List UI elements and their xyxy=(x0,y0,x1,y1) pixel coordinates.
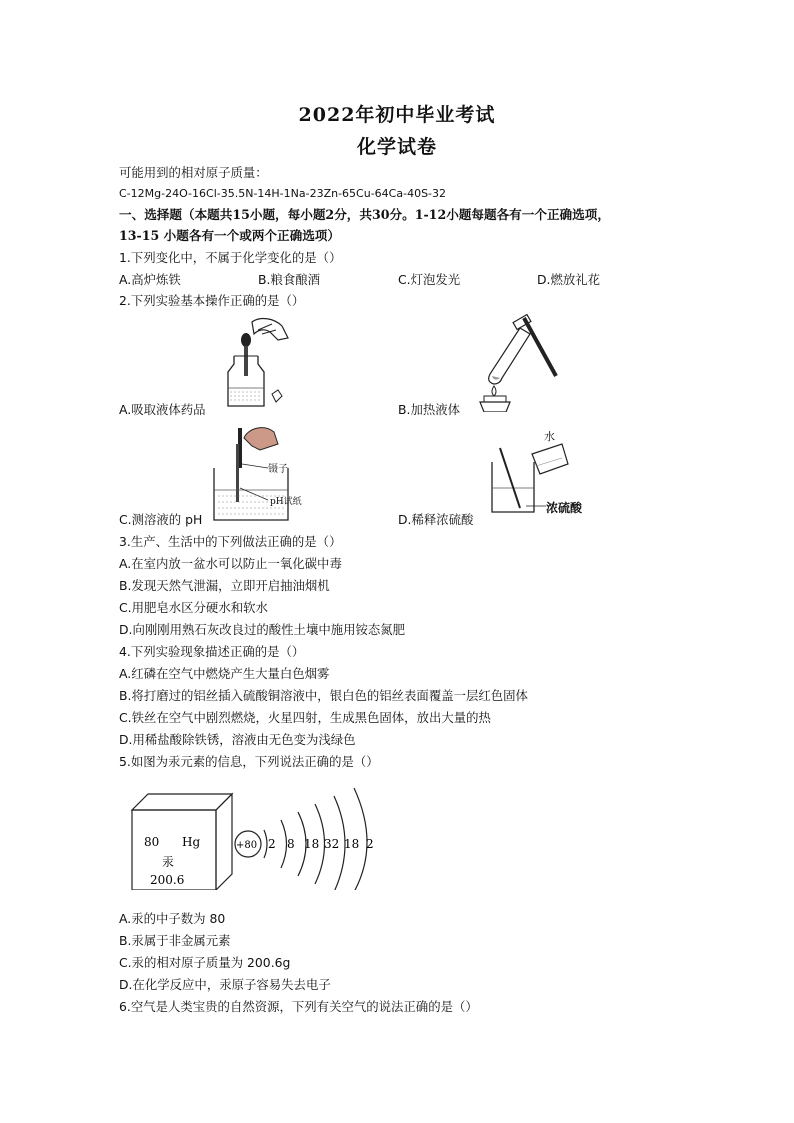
q1-option-c: C.灯泡发光 xyxy=(398,272,461,287)
ph-test-illustration xyxy=(208,424,318,522)
q1-stem: 1.下列变化中，不属于化学变化的是（） xyxy=(119,250,342,265)
ph-paper-label: pH试纸 xyxy=(270,497,302,507)
shell-3-count: 18 xyxy=(304,837,320,851)
q3-stem: 3.生产、生活中的下列做法正确的是（） xyxy=(119,534,342,549)
exam-subtitle: 化学试卷 xyxy=(356,136,437,158)
atomic-mass-label: 可能用到的相对原子质量： xyxy=(119,165,268,180)
q4-option-d: D.用稀盐酸除铁锈，溶液由无色变为浅绿色 xyxy=(119,732,356,747)
q3-option-b: B.发现天然气泄漏，立即开启抽油烟机 xyxy=(119,578,330,593)
q2-option-a: A.吸取液体药品 xyxy=(119,402,206,417)
q4-option-b: B.将打磨过的铝丝插入硫酸铜溶液中，银白色的铝丝表面覆盖一层红色固体 xyxy=(119,688,528,703)
element-mass: 200.6 xyxy=(150,873,185,887)
dilute-acid-illustration xyxy=(486,428,596,520)
mercury-element-diagram xyxy=(128,780,408,890)
q3-option-c: C.用肥皂水区分硬水和软水 xyxy=(119,600,268,615)
shell-4-count: 32 xyxy=(324,837,340,851)
section1-heading-line1: 一、选择题（本题共15小题，每小题2分，共30分。1-12小题每题各有一个正确选项， xyxy=(119,207,610,222)
q5-option-b: B.汞属于非金属元素 xyxy=(119,933,231,948)
section1-heading-line2: 13-15 小题各有一个或两个正确选项） xyxy=(119,228,340,243)
q2-stem: 2.下列实验基本操作正确的是（） xyxy=(119,293,305,308)
atomic-mass-values: C-12Mg-24O-16Cl-35.5N-14H-1Na-23Zn-65Cu-64Ca-40S-32 xyxy=(119,187,447,200)
q5-option-a: A.汞的中子数为 80 xyxy=(119,911,226,926)
q2-option-c: C.测溶液的 pH xyxy=(119,512,203,527)
shell-2-count: 8 xyxy=(287,837,295,851)
water-label: 水 xyxy=(544,430,555,443)
heating-test-tube-illustration xyxy=(470,312,566,412)
q3-option-d: D.向刚刚用熟石灰改良过的酸性土壤中施用铵态氮肥 xyxy=(119,622,406,637)
q6-stem: 6.空气是人类宝贵的自然资源，下列有关空气的说法正确的是（） xyxy=(119,999,478,1014)
q1-option-b: B.粮食酿酒 xyxy=(258,272,321,287)
element-name: 汞 xyxy=(162,855,175,869)
q4-stem: 4.下列实验现象描述正确的是（） xyxy=(119,644,305,659)
q5-stem: 5.如图为汞元素的信息，下列说法正确的是（） xyxy=(119,754,379,769)
nucleus-charge: +80 xyxy=(236,840,258,851)
element-number: 80 xyxy=(144,835,160,849)
q2-option-b: B.加热液体 xyxy=(398,402,461,417)
element-symbol: Hg xyxy=(182,835,201,849)
tweezers-label: 镊子 xyxy=(268,464,288,475)
q3-option-a: A.在室内放一盆水可以防止一氧化碳中毒 xyxy=(119,556,342,571)
q4-option-a: A.红磷在空气中燃烧产生大量白色烟雾 xyxy=(119,666,330,681)
acid-label: 浓硫酸 xyxy=(546,501,583,515)
shell-6-count: 2 xyxy=(366,837,374,851)
q1-option-d: D.燃放礼花 xyxy=(537,272,601,287)
q5-option-c: C.汞的相对原子质量为 200.6g xyxy=(119,955,291,970)
exam-title: 2022年初中毕业考试 xyxy=(298,104,496,126)
q4-option-c: C.铁丝在空气中剧烈燃烧，火星四射，生成黑色固体，放出大量的热 xyxy=(119,710,491,725)
shell-5-count: 18 xyxy=(344,837,360,851)
q1-option-a: A.高炉炼铁 xyxy=(119,272,181,287)
q2-option-d: D.稀释浓硫酸 xyxy=(398,512,474,527)
dropper-bottle-illustration xyxy=(212,316,292,412)
shell-1-count: 2 xyxy=(268,837,276,851)
q5-option-d: D.在化学反应中，汞原子容易失去电子 xyxy=(119,977,331,992)
